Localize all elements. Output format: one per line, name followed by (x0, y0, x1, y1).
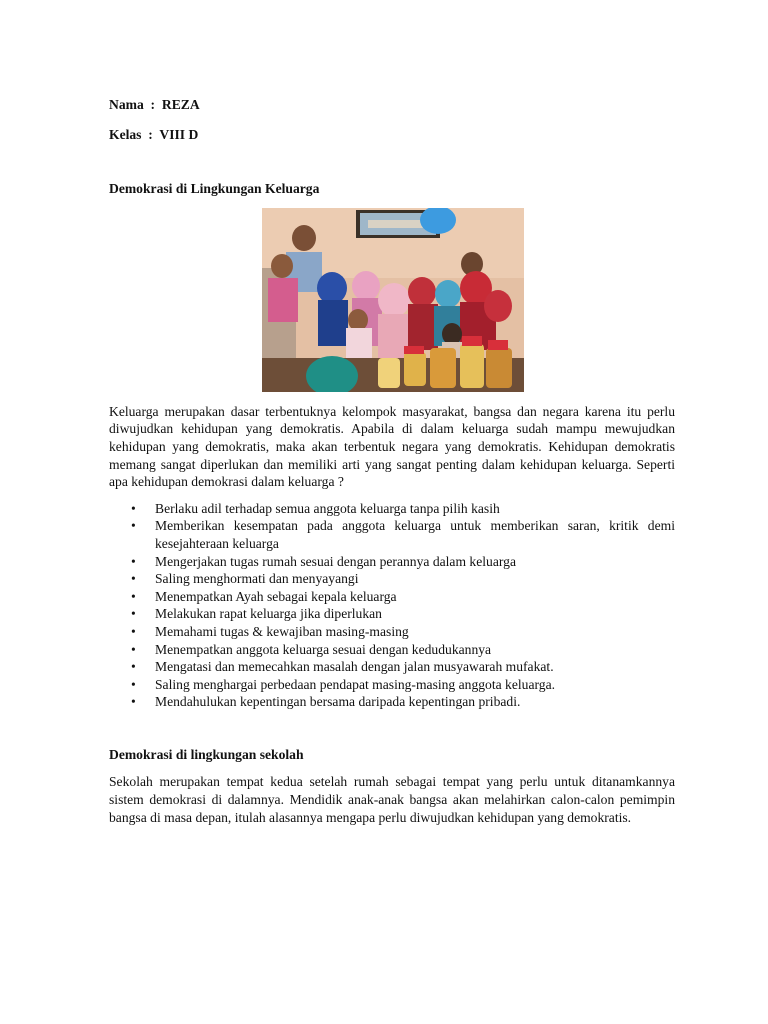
document-page (109, 96, 675, 826)
name-label: Nama (109, 97, 144, 112)
list-item-text: Memahami tugas & kewajiban masing-masing (155, 623, 409, 639)
list-item-text: Menempatkan Ayah sebagai kepala keluarga (155, 588, 397, 604)
family-photo (262, 208, 524, 392)
list-item-text: Melakukan rapat keluarga jika diperlukan (155, 606, 382, 622)
class-value: VIII D (159, 126, 199, 142)
list-item (131, 623, 675, 641)
bullet-icon: • (131, 641, 136, 657)
list-item-text: Memberikan kesempatan pada anggota keluarga untuk memberikan saran, kritik demi kesejahteraan keluarga (155, 518, 675, 551)
list-item (131, 553, 675, 571)
list-item-text: Berlaku adil terhadap semua anggota keluarga tanpa pilih kasih (155, 500, 500, 516)
name-line (109, 96, 675, 114)
bullet-icon: • (131, 694, 136, 710)
list-item (131, 676, 675, 694)
list-item (131, 500, 675, 518)
list-item (131, 517, 675, 552)
family-bullet-list (109, 500, 675, 711)
section-family-title: Demokrasi di Lingkungan Keluarga (109, 181, 320, 197)
list-item-text: Mengatasi dan memecahkan masalah dengan jalan musyawarah mufakat. (155, 659, 554, 675)
bullet-icon: • (131, 606, 136, 622)
list-item-text: Mendahulukan kepentingan bersama daripada kepentingan pribadi. (155, 694, 521, 710)
section-school-title: Demokrasi di lingkungan sekolah (109, 746, 304, 762)
list-item (131, 641, 675, 659)
list-item (131, 588, 675, 606)
list-item (131, 605, 675, 623)
bullet-icon: • (131, 659, 136, 675)
list-item-text: Saling menghargai perbedaan pendapat masing-masing anggota keluarga. (155, 676, 556, 692)
list-item (131, 570, 675, 588)
list-item-text: Saling menghormati dan menyayangi (155, 571, 359, 587)
bullet-icon: • (131, 623, 136, 639)
family-photo-icon (262, 208, 524, 392)
bullet-icon: • (131, 500, 136, 516)
bullet-icon: • (131, 676, 136, 692)
list-item (131, 693, 675, 711)
class-label: Kelas (109, 126, 142, 142)
name-separator: : (150, 97, 156, 112)
family-paragraph: Keluarga merupakan dasar terbentuknya kelompok masyarakat, bangsa dan negara karena itu perlu diwujudkan kehidupan yang demokratis. Apabila di dalam keluarga sudah mampu mewujudkan kehidupan yang demokratis, maka akan terbentuk negara yang demokratis. Kehidupan demokratis memang sangat diperlukan dan memiliki arti yang sangat penting dalam kehidupan keluarga. Seperti apa kehidupan demokrasi dalam keluarga ? (109, 403, 675, 490)
bullet-icon: • (131, 518, 136, 534)
bullet-icon: • (131, 588, 136, 604)
list-item (131, 658, 675, 676)
bullet-icon: • (131, 571, 136, 587)
name-value: REZA (161, 97, 200, 112)
list-item-text: Mengerjakan tugas rumah sesuai dengan perannya dalam keluarga (155, 553, 516, 569)
class-line (109, 126, 675, 144)
school-paragraph: Sekolah merupakan tempat kedua setelah rumah sebagai tempat yang perlu untuk ditanamkannya sistem demokrasi di dalamnya. Mendidik anak-anak bangsa akan melahirkan calon-calon pemimpin bangsa di masa depan, itulah alasannya mengapa perlu diwujudkan kehidupan yang demokratis. (109, 774, 675, 825)
list-item-text: Menempatkan anggota keluarga sesuai dengan kedudukannya (155, 641, 492, 657)
class-separator: : (148, 126, 153, 142)
bullet-icon: • (131, 553, 136, 569)
